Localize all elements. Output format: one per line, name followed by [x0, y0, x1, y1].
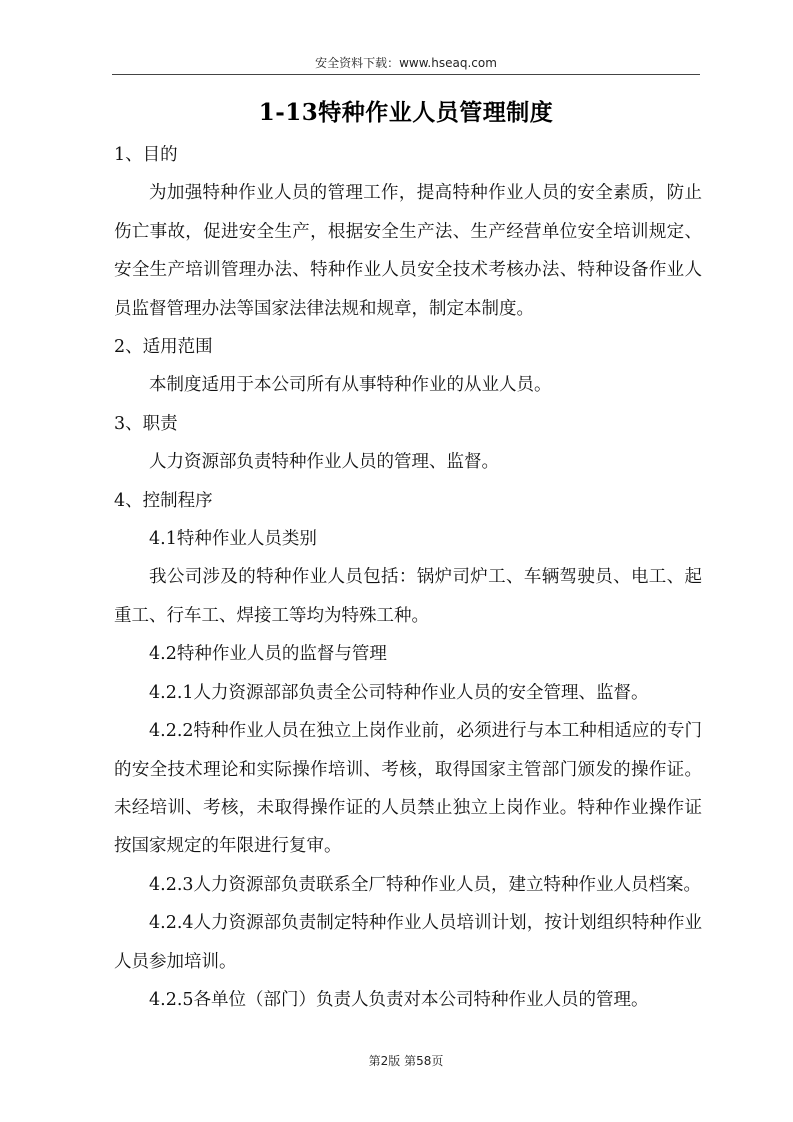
- page-header: 安全资料下载：www.hseaq.com: [315, 56, 497, 70]
- page-footer: 第2版 第58页: [368, 1054, 444, 1068]
- section-heading-purpose: 1、目的: [114, 145, 178, 165]
- section-paragraph: 4.2.4人力资源部负责制定特种作业人员培训计划，按计划组织特种作业人员参加培训。: [114, 913, 702, 972]
- section-paragraph: 4.2.5各单位（部门）负责人负责对本公司特种作业人员的管理。: [149, 989, 649, 1010]
- section-paragraph: 为加强特种作业人员的管理工作，提高特种作业人员的安全素质，防止伤亡事故，促进安全生产，根据安全生产法、生产经营单位安全培训规定、安全生产培训管理办法、特种作业人员安全技术考核办法、特种设备作业人员监督管理办法等国家法律法规和规章，制定本制度。: [114, 183, 702, 319]
- section-heading-control-procedure: 4、控制程序: [114, 490, 213, 511]
- section-paragraph: 我公司涉及的特种作业人员包括：锅炉司炉工、车辆驾驶员、电工、起重工、行车工、焊接工等均为特殊工种。: [114, 567, 702, 626]
- section-paragraph: 4.2.3人力资源部负责联系全厂特种作业人员，建立特种作业人员档案。: [149, 874, 702, 895]
- subsection-heading: 4.2特种作业人员的监督与管理: [149, 644, 387, 665]
- document-body: [114, 136, 702, 1019]
- section-paragraph: 人力资源部负责特种作业人员的管理、监督。: [149, 452, 499, 473]
- section-paragraph: 4.2.2特种作业人员在独立上岗作业前，必须进行与本工种相适应的专门的安全技术理论和实际操作培训、考核，取得国家主管部门颁发的操作证。未经培训、考核，未取得操作证的人员禁止独立上岗作业。特种作业操作证按国家规定的年限进行复审。: [114, 721, 702, 857]
- header-divider: [112, 74, 700, 75]
- section-heading-responsibilities: 3、职责: [114, 413, 178, 434]
- section-heading-scope: 2、适用范围: [114, 337, 213, 358]
- subsection-heading: 4.1特种作业人员类别: [149, 529, 317, 550]
- section-paragraph: 本制度适用于本公司所有从事特种作业的从业人员。: [149, 375, 552, 396]
- document-title: 1-13特种作业人员管理制度: [258, 99, 554, 126]
- section-paragraph: 4.2.1人力资源部部负责全公司特种作业人员的安全管理、监督。: [149, 682, 649, 703]
